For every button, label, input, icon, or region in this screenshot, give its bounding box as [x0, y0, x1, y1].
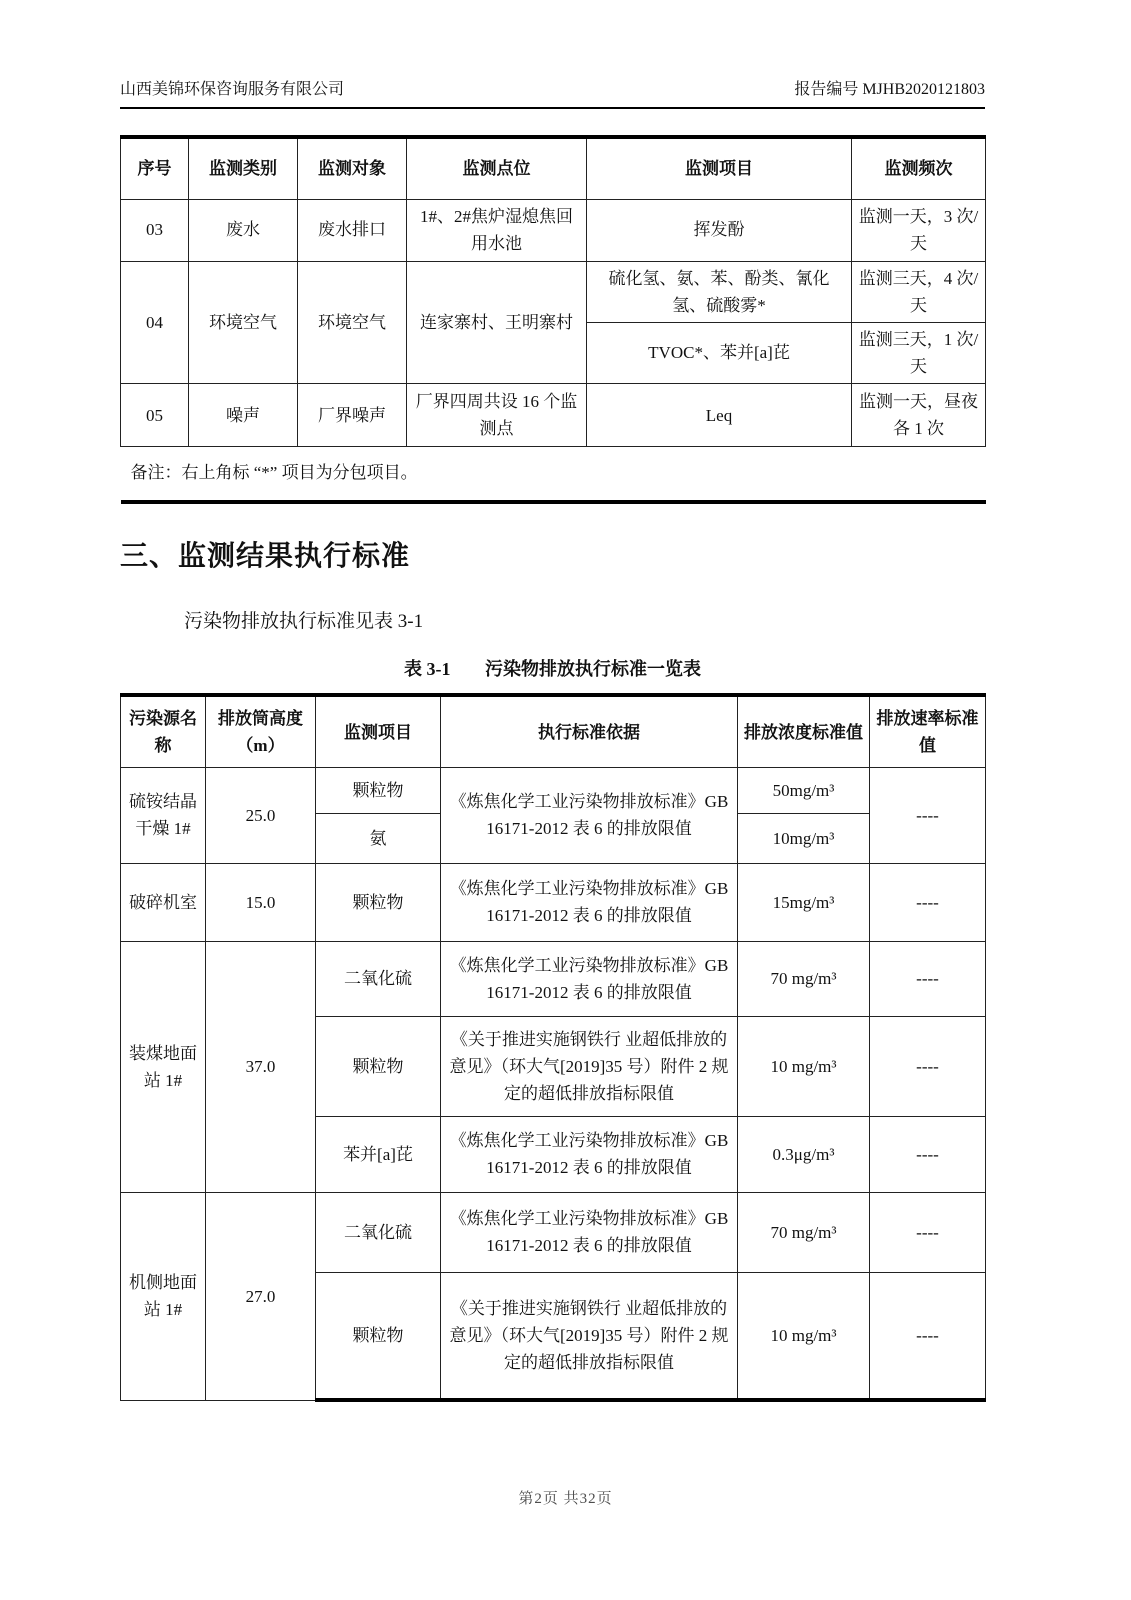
table-cell: 颗粒物: [316, 863, 441, 941]
table-cell: 监测一天，3 次/天: [852, 199, 986, 261]
table-cell: 0.3μg/m³: [738, 1116, 870, 1192]
table-row: [121, 261, 986, 322]
caption-label: 表 3-1: [404, 659, 451, 680]
table-row: [121, 384, 986, 447]
company-name: 山西美锦环保咨询服务有限公司: [120, 81, 345, 98]
table-cell: 机侧地面站 1#: [121, 1192, 206, 1400]
column-header: 监测项目: [316, 695, 441, 767]
table-cell: 装煤地面站 1#: [121, 941, 206, 1192]
table-cell: 《炼焦化学工业污染物排放标准》GB16171-2012 表 6 的排放限值: [441, 941, 738, 1016]
column-header: 监测频次: [852, 137, 986, 199]
table-cell: 《关于推进实施钢铁行 业超低排放的意见》（环大气[2019]35 号）附件 2 规定的超低排放指标限值: [441, 1016, 738, 1116]
table-cell: 05: [121, 384, 189, 447]
table-cell: 二氧化硫: [316, 1192, 441, 1272]
table-cell: 监测一天，昼夜各 1 次: [852, 384, 986, 447]
table-row: [121, 767, 986, 813]
column-header: 监测项目: [587, 137, 852, 199]
table-cell: 废水: [189, 199, 298, 261]
table-row: [121, 941, 986, 1016]
table-cell: 10 mg/m³: [738, 1016, 870, 1116]
table-cell: 27.0: [206, 1192, 316, 1400]
table-cell: 颗粒物: [316, 1016, 441, 1116]
table-row: [121, 1192, 986, 1272]
table-cell: 03: [121, 199, 189, 261]
page-number: 第2页 共32页: [518, 1491, 613, 1507]
table-cell: 颗粒物: [316, 1272, 441, 1400]
report-number: 报告编号 MJHB2020121803: [794, 81, 985, 98]
column-header: 排放浓度标准值: [738, 695, 870, 767]
table-cell: ----: [870, 1272, 986, 1400]
page-footer: [0, 1487, 1131, 1508]
table-cell: 苯并[a]芘: [316, 1116, 441, 1192]
table-cell: 50mg/m³: [738, 767, 870, 813]
table-cell: 监测三天，4 次/天: [852, 261, 986, 322]
table-cell: ----: [870, 1016, 986, 1116]
table-cell: 监测三天，1 次/天: [852, 322, 986, 383]
column-header: 序号: [121, 137, 189, 199]
table-cell: 连家寨村、王明寨村: [407, 261, 587, 384]
table-cell: TVOC*、苯并[a]芘: [587, 322, 852, 383]
column-header: 监测类别: [189, 137, 298, 199]
table-cell: 37.0: [206, 941, 316, 1192]
table-cell: 1#、2#焦炉湿熄焦回用水池: [407, 199, 587, 261]
column-header: 监测对象: [298, 137, 407, 199]
table-cell: 硫铵结晶干燥 1#: [121, 767, 206, 863]
table-cell: Leq: [587, 384, 852, 447]
table-cell: 《关于推进实施钢铁行 业超低排放的意见》（环大气[2019]35 号）附件 2 规定的超低排放指标限值: [441, 1272, 738, 1400]
table-cell: 04: [121, 261, 189, 384]
table-row: [121, 863, 986, 941]
table-cell: 10mg/m³: [738, 813, 870, 863]
table-cell: 颗粒物: [316, 767, 441, 813]
monitoring-plan-table: [120, 135, 986, 504]
table-cell: 《炼焦化学工业污染物排放标准》GB16171-2012 表 6 的排放限值: [441, 1192, 738, 1272]
table-cell: ----: [870, 941, 986, 1016]
table-cell: 破碎机室: [121, 863, 206, 941]
table-cell: 环境空气: [298, 261, 407, 384]
table-cell: 厂界四周共设 16 个监测点: [407, 384, 587, 447]
table-cell: ----: [870, 1192, 986, 1272]
table-cell: 挥发酚: [587, 199, 852, 261]
column-header: 执行标准依据: [441, 695, 738, 767]
table-row: [121, 447, 986, 503]
table-cell: ----: [870, 863, 986, 941]
table-cell: 二氧化硫: [316, 941, 441, 1016]
page-header: [120, 76, 985, 109]
table-cell: 70 mg/m³: [738, 941, 870, 1016]
table-cell: ----: [870, 1116, 986, 1192]
table-cell: 《炼焦化学工业污染物排放标准》GB16171-2012 表 6 的排放限值: [441, 767, 738, 863]
table-row: [121, 199, 986, 261]
table-cell: 氨: [316, 813, 441, 863]
table-cell: 10 mg/m³: [738, 1272, 870, 1400]
table-cell: 15.0: [206, 863, 316, 941]
table-cell: 环境空气: [189, 261, 298, 384]
caption-title: 污染物排放执行标准一览表: [485, 659, 701, 680]
table-cell: 噪声: [189, 384, 298, 447]
table-cell: 厂界噪声: [298, 384, 407, 447]
intro-text: 污染物排放执行标准见表 3-1: [184, 611, 424, 633]
table-cell: 70 mg/m³: [738, 1192, 870, 1272]
section-heading: 三、监测结果执行标准: [120, 541, 411, 573]
emission-standards-table: [120, 693, 986, 1402]
table-cell: 废水排口: [298, 199, 407, 261]
table-cell: 《炼焦化学工业污染物排放标准》GB16171-2012 表 6 的排放限值: [441, 1116, 738, 1192]
column-header: 监测点位: [407, 137, 587, 199]
column-header: 污染源名称: [121, 695, 206, 767]
table-note: 备注：右上角标 “*” 项目为分包项目。: [121, 447, 986, 503]
table-cell: 硫化氢、氨、苯、酚类、氰化氢、硫酸雾*: [587, 261, 852, 322]
table-cell: 25.0: [206, 767, 316, 863]
column-header: 排放速率标准值: [870, 695, 986, 767]
column-header: 排放筒高度（m）: [206, 695, 316, 767]
table-cell: ----: [870, 767, 986, 863]
table-cell: 《炼焦化学工业污染物排放标准》GB16171-2012 表 6 的排放限值: [441, 863, 738, 941]
table-caption: [120, 655, 985, 681]
table-cell: 15mg/m³: [738, 863, 870, 941]
